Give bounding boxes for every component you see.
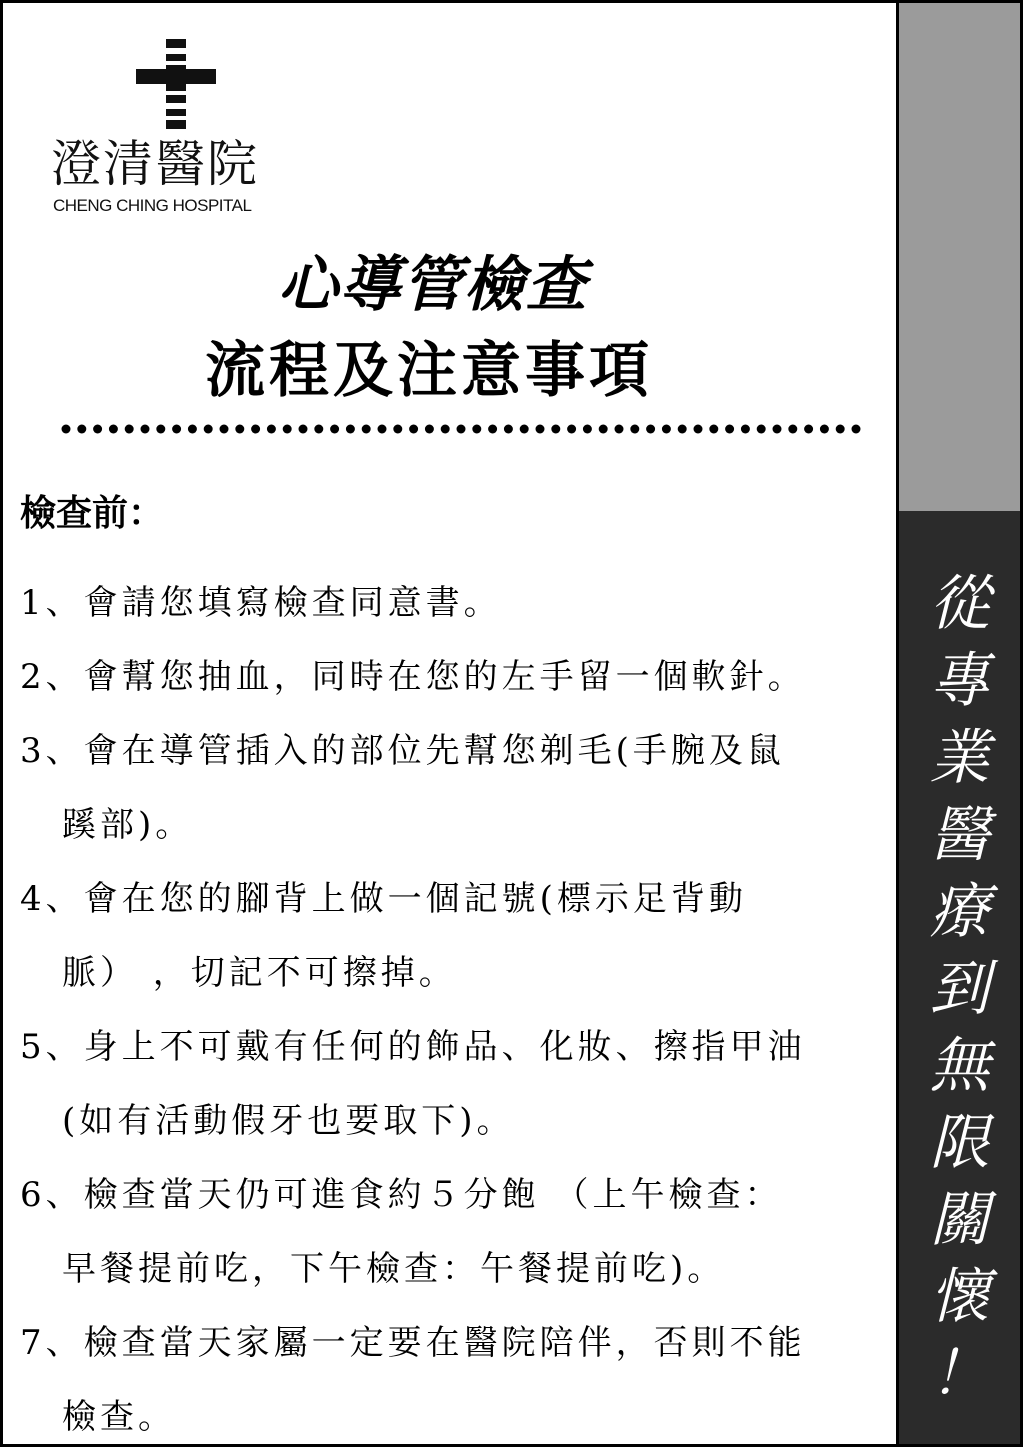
slogan-char: ！ [929, 1339, 990, 1409]
item-text: 會在您的腳背上做一個記號(標示足背動 [83, 879, 747, 919]
divider-dot [283, 425, 292, 434]
divider-dot [330, 425, 339, 434]
divider-dot [77, 425, 86, 434]
divider-dot [488, 425, 497, 434]
item-number: 3、 [20, 731, 84, 771]
divider-dot [220, 425, 229, 434]
slogan-char: 業 [929, 723, 990, 793]
divider-dot [662, 425, 671, 434]
slogan-sidebar [896, 3, 1020, 1444]
list-item [20, 1306, 880, 1454]
slogan-char: 無 [929, 1031, 990, 1101]
divider-dot [583, 425, 592, 434]
page-title-line-2: 流程及注意事項 [205, 336, 653, 406]
divider-dot [567, 425, 576, 434]
divider-dot [62, 425, 71, 434]
divider-dot [646, 425, 655, 434]
divider-dot [267, 425, 276, 434]
list-item [20, 714, 880, 862]
item-text-continued: 早餐提前吃，下午檢查：午餐提前吃)。 [62, 1249, 726, 1289]
divider-dot [172, 425, 181, 434]
list-item [20, 862, 880, 1010]
item-text-continued: 檢查。 [62, 1397, 176, 1437]
divider-dot [393, 425, 402, 434]
slogan-char: 療 [929, 877, 990, 947]
divider-dot [441, 425, 450, 434]
divider-dot [709, 425, 718, 434]
hospital-logo [51, 39, 311, 229]
divider-dot [694, 425, 703, 434]
sidebar-top-band [899, 3, 1020, 511]
item-text-continued: 蹊部)。 [62, 805, 194, 845]
divider-dot [741, 425, 750, 434]
divider-dot [425, 425, 434, 434]
divider-dot [93, 425, 102, 434]
divider-dot [551, 425, 560, 434]
divider-dot [852, 425, 861, 434]
list-item [20, 1158, 880, 1306]
divider-dot [457, 425, 466, 434]
slogan-char: 從 [929, 569, 990, 639]
divider-dot [599, 425, 608, 434]
divider-dot [725, 425, 734, 434]
divider-dot [520, 425, 529, 434]
divider-dot [788, 425, 797, 434]
item-text-continued: (如有活動假牙也要取下)。 [62, 1101, 515, 1141]
slogan-char: 關 [929, 1185, 990, 1255]
page-title-line-1: 心導管檢查 [278, 250, 588, 320]
divider-dot [156, 425, 165, 434]
main-content [3, 3, 896, 1444]
divider-dot [615, 425, 624, 434]
divider-dot [472, 425, 481, 434]
divider-dot [346, 425, 355, 434]
divider-dot [188, 425, 197, 434]
divider-dot [678, 425, 687, 434]
item-number: 1、 [20, 583, 84, 623]
list-item [20, 1010, 880, 1158]
divider-dot [109, 425, 118, 434]
item-number: 2、 [20, 657, 84, 697]
divider-dot [299, 425, 308, 434]
divider-dot [125, 425, 134, 434]
item-number: 6、 [20, 1175, 84, 1215]
slogan-char: 到 [929, 954, 990, 1024]
item-number: 7、 [20, 1323, 84, 1363]
logo-name-zh: 澄清醫院 [51, 135, 259, 193]
divider-dot [536, 425, 545, 434]
item-text: 檢查當天家屬一定要在醫院陪伴，否則不能 [83, 1323, 806, 1363]
slogan-char: 懷 [929, 1262, 990, 1332]
logo-name-en: CHENG CHING HOSPITAL [53, 196, 252, 215]
instruction-list [20, 566, 880, 1454]
slogan-char: 專 [929, 646, 990, 716]
divider-dot [504, 425, 513, 434]
divider-dot [251, 425, 260, 434]
divider-dot [630, 425, 639, 434]
divider-dot [820, 425, 829, 434]
divider-dot [773, 425, 782, 434]
divider-dot [804, 425, 813, 434]
divider-dot [141, 425, 150, 434]
divider-dot [235, 425, 244, 434]
divider-dot [836, 425, 845, 434]
divider-dot [362, 425, 371, 434]
slogan-char: 醫 [929, 800, 990, 870]
dotted-divider [61, 422, 867, 436]
item-text: 會在導管插入的部位先幫您剃毛(手腕及鼠 [83, 731, 785, 771]
item-text-continued: 脈） ，切記不可擦掉。 [62, 953, 457, 993]
item-text: 身上不可戴有任何的飾品、化妝、擦指甲油 [83, 1027, 806, 1067]
hospital-cross-icon [136, 39, 216, 129]
divider-dot [314, 425, 323, 434]
item-text: 會請您填寫檢查同意書。 [83, 583, 502, 623]
divider-dot [409, 425, 418, 434]
item-text: 檢查當天仍可進食約５分飽 （上午檢查： [83, 1175, 783, 1215]
item-number: 4、 [20, 879, 84, 919]
divider-dot [757, 425, 766, 434]
divider-dot [378, 425, 387, 434]
list-item [20, 640, 880, 714]
item-number: 5、 [20, 1027, 84, 1067]
slogan-char: 限 [929, 1108, 990, 1178]
list-item [20, 566, 880, 640]
item-text: 會幫您抽血，同時在您的左手留一個軟針。 [83, 657, 806, 697]
section-heading: 檢查前： [20, 492, 165, 534]
slogan-vertical-text [899, 566, 1020, 1413]
divider-dot [204, 425, 213, 434]
